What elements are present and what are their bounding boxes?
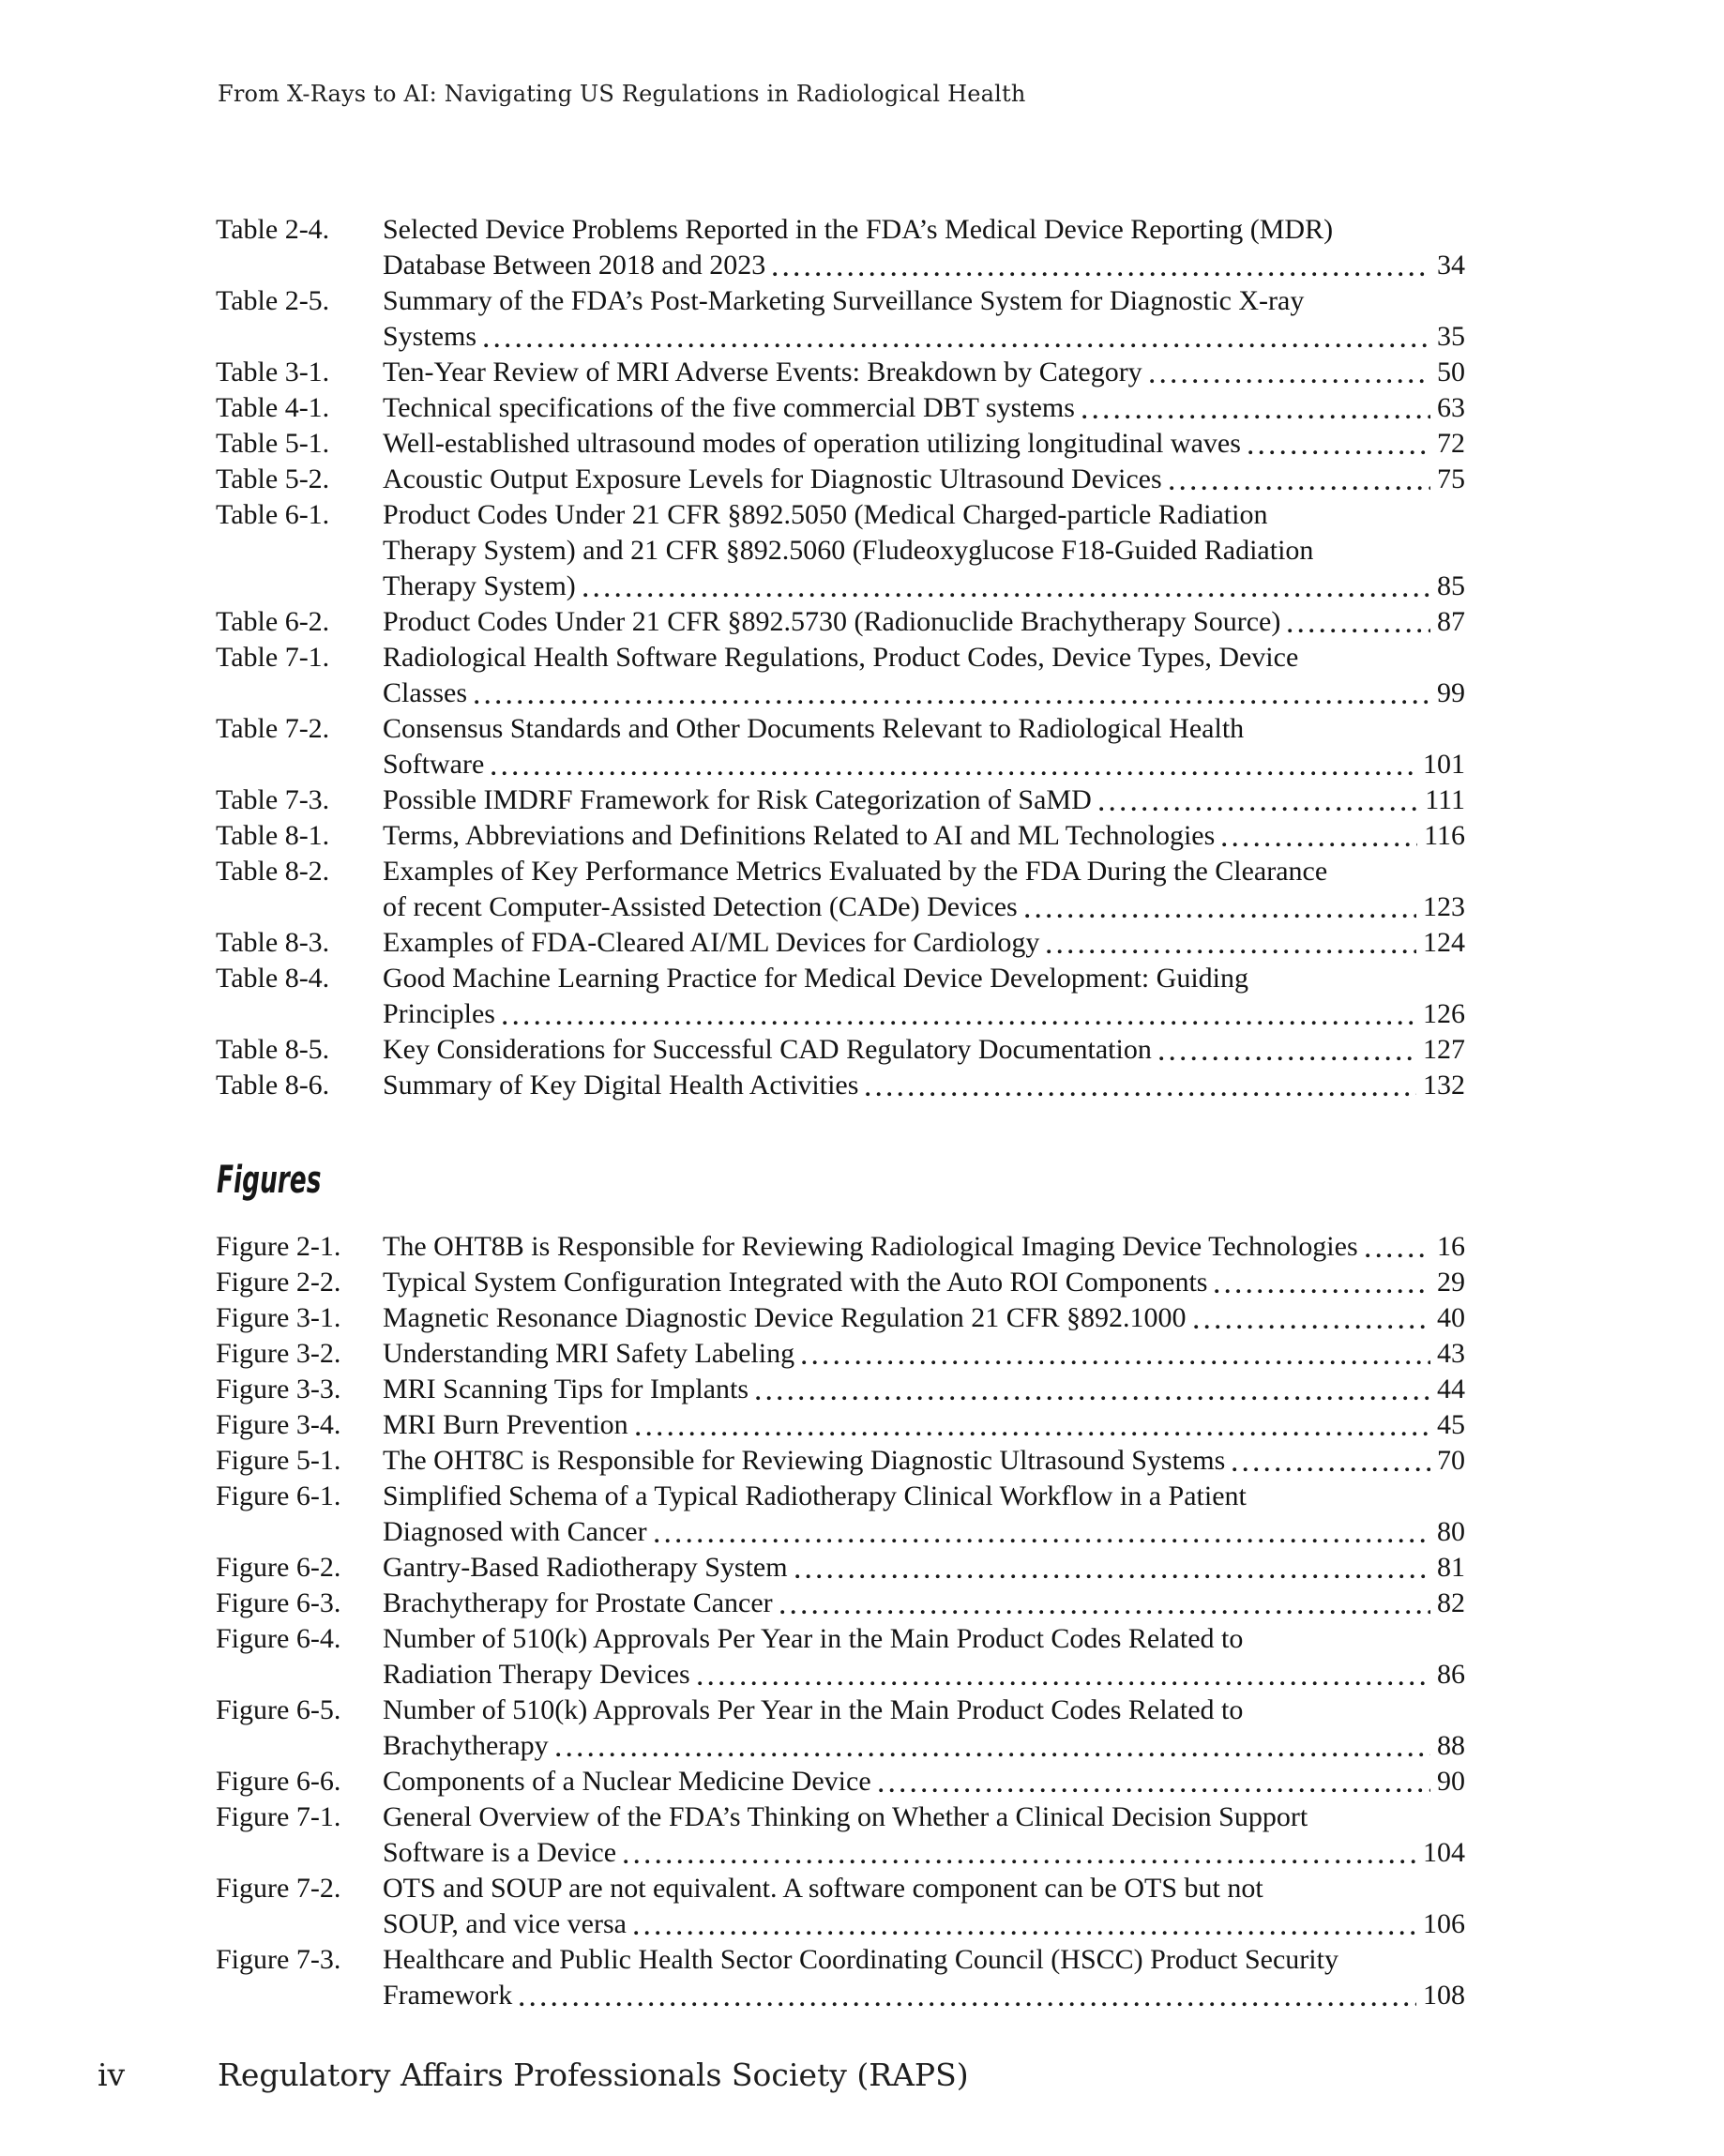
toc-entry	[216, 1942, 1465, 2013]
dot-leader	[1099, 782, 1418, 818]
entry-label: Figure 3-1.	[216, 1302, 341, 1333]
entry-text: of recent Computer-Assisted Detection (CADe) Devices	[383, 891, 1018, 922]
entry-page-number: 70	[1437, 1445, 1465, 1476]
entry-text: Database Between 2018 and 2023	[383, 250, 766, 281]
dot-leader	[634, 1906, 1416, 1942]
running-header: From X-Rays to AI: Navigating US Regulations in Radiological Health	[218, 81, 1026, 107]
entry-text: The OHT8C is Responsible for Reviewing Diagnostic Ultrasound Systems	[383, 1445, 1226, 1476]
entry-text: Acoustic Output Exposure Levels for Diagnostic Ultrasound Devices	[383, 463, 1162, 494]
entry-label: Figure 2-1.	[216, 1231, 341, 1262]
entry-text: Therapy System) and 21 CFR §892.5060 (Fludeoxyglucose F18-Guided Radiation	[383, 535, 1314, 566]
toc-entry	[216, 818, 1465, 854]
footer-publisher: Regulatory Affairs Professionals Society (RAPS)	[218, 2057, 969, 2093]
toc-entry	[216, 1229, 1465, 1265]
entry-text: OTS and SOUP are not equivalent. A software component can be OTS but not	[383, 1873, 1263, 1904]
entry-line	[216, 497, 1465, 533]
entry-line	[216, 1300, 1465, 1336]
entry-text: Summary of Key Digital Health Activities	[383, 1070, 859, 1101]
entry-line	[216, 925, 1465, 961]
entry-text: Technical specifications of the five commercial DBT systems	[383, 392, 1075, 423]
entry-text: The OHT8B is Responsible for Reviewing Radiological Imaging Device Technologies	[383, 1231, 1358, 1262]
toc-entry	[216, 1586, 1465, 1621]
entry-page-number: 29	[1437, 1267, 1465, 1298]
entry-line	[216, 1978, 1465, 2013]
entry-line	[216, 1942, 1465, 1978]
toc-entry	[216, 1032, 1465, 1068]
entry-line	[216, 248, 1465, 283]
entry-text: Consensus Standards and Other Documents Relevant to Radiological Health	[383, 713, 1245, 744]
entry-page-number: 34	[1437, 250, 1465, 281]
entry-label: Table 6-2.	[216, 606, 330, 637]
entry-label: Table 8-6.	[216, 1070, 330, 1101]
entry-page-number: 81	[1437, 1552, 1465, 1583]
entry-label: Figure 7-2.	[216, 1873, 341, 1904]
dot-leader	[1215, 1265, 1430, 1300]
entry-page-number: 99	[1437, 677, 1465, 708]
dot-leader	[556, 1728, 1430, 1764]
toc-entry	[216, 925, 1465, 961]
entry-text: Simplified Schema of a Typical Radiotherapy Clinical Workflow in a Patient	[383, 1480, 1247, 1511]
toc-entry	[216, 854, 1465, 925]
entry-label: Figure 7-1.	[216, 1801, 341, 1832]
entry-line	[216, 1229, 1465, 1265]
entry-line	[216, 1906, 1465, 1942]
dot-leader	[1194, 1300, 1430, 1336]
figures-heading: Figures	[217, 1159, 322, 1202]
dot-leader	[1233, 1443, 1430, 1479]
entry-text: Examples of Key Performance Metrics Evaluated by the FDA During the Clearance	[383, 856, 1328, 887]
entry-page-number: 44	[1437, 1374, 1465, 1404]
entry-label: Figure 7-3.	[216, 1944, 341, 1975]
entry-line	[216, 782, 1465, 818]
entry-label: Table 8-5.	[216, 1034, 330, 1065]
entry-text: Selected Device Problems Reported in the FDA’s Medical Device Reporting (MDR)	[383, 214, 1334, 245]
toc-entry	[216, 1068, 1465, 1103]
entry-page-number: 127	[1423, 1034, 1465, 1065]
toc-entry	[216, 1764, 1465, 1799]
toc-entry	[216, 497, 1465, 604]
entry-text: Gantry-Based Radiotherapy System	[383, 1552, 788, 1583]
dot-leader	[655, 1514, 1430, 1550]
entry-line	[216, 1586, 1465, 1621]
entry-label: Table 6-1.	[216, 499, 330, 530]
dot-leader	[780, 1586, 1430, 1621]
entry-text: Terms, Abbreviations and Definitions Related to AI and ML Technologies	[383, 820, 1216, 851]
entry-label: Table 2-5.	[216, 285, 330, 316]
entry-page-number: 40	[1437, 1302, 1465, 1333]
toc-entry	[216, 1621, 1465, 1693]
entry-line	[216, 1550, 1465, 1586]
entry-line	[216, 1693, 1465, 1728]
entry-line	[216, 1871, 1465, 1906]
entry-line	[216, 711, 1465, 747]
entry-label: Figure 6-2.	[216, 1552, 341, 1583]
entry-line	[216, 1514, 1465, 1550]
entry-page-number: 90	[1437, 1766, 1465, 1797]
toc-entry	[216, 1479, 1465, 1550]
toc-entry	[216, 283, 1465, 355]
entry-label: Table 8-4.	[216, 963, 330, 994]
entry-line	[216, 818, 1465, 854]
entry-line	[216, 319, 1465, 355]
page-footer	[0, 2057, 1724, 2096]
entry-page-number: 116	[1424, 820, 1465, 851]
entry-page-number: 126	[1423, 998, 1465, 1029]
entry-line	[216, 1265, 1465, 1300]
entry-text: Well-established ultrasound modes of operation utilizing longitudinal waves	[383, 428, 1241, 459]
entry-text: Examples of FDA-Cleared AI/ML Devices for Cardiology	[383, 927, 1040, 958]
entry-text: MRI Burn Prevention	[383, 1409, 628, 1440]
entry-page-number: 106	[1423, 1908, 1465, 1939]
toc-entry	[216, 640, 1465, 711]
folio-page-number: iv	[98, 2057, 126, 2093]
entry-text: Key Considerations for Successful CAD Regulatory Documentation	[383, 1034, 1152, 1065]
dot-leader	[1170, 462, 1430, 497]
entry-label: Figure 3-3.	[216, 1374, 341, 1404]
toc-entry	[216, 782, 1465, 818]
entry-text: Radiological Health Software Regulations, Product Codes, Device Types, Device	[383, 642, 1299, 673]
entry-label: Table 2-4.	[216, 214, 330, 245]
entry-text: Magnetic Resonance Diagnostic Device Regulation 21 CFR §892.1000	[383, 1302, 1187, 1333]
entry-page-number: 63	[1437, 392, 1465, 423]
entry-label: Figure 2-2.	[216, 1267, 341, 1298]
entry-text: Brachytherapy for Prostate Cancer	[383, 1587, 773, 1618]
entry-page-number: 75	[1437, 463, 1465, 494]
entry-page-number: 132	[1423, 1070, 1465, 1101]
entry-line	[216, 854, 1465, 889]
toc-entry	[216, 1799, 1465, 1871]
entry-page-number: 124	[1423, 927, 1465, 958]
entry-text: Software is a Device	[383, 1837, 617, 1868]
toc-entry	[216, 1336, 1465, 1372]
entry-line	[216, 1621, 1465, 1657]
entry-label: Table 7-2.	[216, 713, 330, 744]
dot-leader	[773, 248, 1430, 283]
toc-entry	[216, 604, 1465, 640]
entry-text: Radiation Therapy Devices	[383, 1659, 690, 1690]
dot-leader	[879, 1764, 1430, 1799]
entry-line	[216, 390, 1465, 426]
toc-entry	[216, 1372, 1465, 1407]
entry-page-number: 88	[1437, 1730, 1465, 1761]
entry-label: Figure 3-4.	[216, 1409, 341, 1440]
entry-page-number: 85	[1437, 570, 1465, 601]
entry-line	[216, 1479, 1465, 1514]
entry-page-number: 86	[1437, 1659, 1465, 1690]
entry-line	[216, 1407, 1465, 1443]
entry-page-number: 35	[1437, 321, 1465, 352]
toc-entry	[216, 355, 1465, 390]
entry-text: Healthcare and Public Health Sector Coordinating Council (HSCC) Product Security	[383, 1944, 1338, 1975]
toc-entry	[216, 390, 1465, 426]
entry-page-number: 72	[1437, 428, 1465, 459]
toc-entry	[216, 1300, 1465, 1336]
toc-entry	[216, 1550, 1465, 1586]
dot-leader	[1159, 1032, 1416, 1068]
entry-line	[216, 1372, 1465, 1407]
entry-line	[216, 283, 1465, 319]
entry-page-number: 82	[1437, 1587, 1465, 1618]
dot-leader	[1222, 818, 1417, 854]
entry-text: Framework	[383, 1980, 513, 2011]
entry-text: Product Codes Under 21 CFR §892.5050 (Medical Charged-particle Radiation	[383, 499, 1268, 530]
entry-line	[216, 747, 1465, 782]
dot-leader	[1248, 426, 1430, 462]
entry-line	[216, 1657, 1465, 1693]
dot-leader	[866, 1068, 1416, 1103]
entry-text: Good Machine Learning Practice for Medical Device Development: Guiding	[383, 963, 1249, 994]
entry-line	[216, 604, 1465, 640]
entry-text: Product Codes Under 21 CFR §892.5730 (Radionuclide Brachytherapy Source)	[383, 606, 1281, 637]
dot-leader	[1288, 604, 1430, 640]
entry-label: Figure 6-3.	[216, 1587, 341, 1618]
entry-label: Table 7-1.	[216, 642, 330, 673]
entry-line	[216, 426, 1465, 462]
entry-line	[216, 1443, 1465, 1479]
dot-leader	[491, 747, 1416, 782]
entry-page-number: 16	[1437, 1231, 1465, 1262]
entry-page-number: 43	[1437, 1338, 1465, 1369]
dot-leader	[583, 569, 1430, 604]
entry-line	[216, 961, 1465, 996]
dot-leader	[1047, 925, 1416, 961]
entry-text: Typical System Configuration Integrated with the Auto ROI Components	[383, 1267, 1208, 1298]
entry-line	[216, 1764, 1465, 1799]
entry-page-number: 108	[1423, 1980, 1465, 2011]
entry-text: Number of 510(k) Approvals Per Year in the Main Product Codes Related to	[383, 1694, 1244, 1725]
toc-entry	[216, 462, 1465, 497]
entry-line	[216, 1336, 1465, 1372]
entry-text: Components of a Nuclear Medicine Device	[383, 1766, 871, 1797]
entry-label: Figure 6-6.	[216, 1766, 341, 1797]
dot-leader	[795, 1550, 1430, 1586]
entry-line	[216, 1068, 1465, 1103]
dot-leader	[624, 1835, 1416, 1871]
entry-text: Systems	[383, 321, 477, 352]
entry-page-number: 80	[1437, 1516, 1465, 1547]
figures-list	[216, 1229, 1465, 2013]
entry-page-number: 101	[1423, 749, 1465, 780]
entry-text: MRI Scanning Tips for Implants	[383, 1374, 749, 1404]
entry-text: Software	[383, 749, 485, 780]
entry-label: Figure 5-1.	[216, 1445, 341, 1476]
entry-text: SOUP, and vice versa	[383, 1908, 627, 1939]
dot-leader	[1082, 390, 1430, 426]
entry-line	[216, 1032, 1465, 1068]
entry-text: Ten-Year Review of MRI Adverse Events: Breakdown by Category	[383, 357, 1142, 387]
entry-text: Diagnosed with Cancer	[383, 1516, 647, 1547]
entry-line	[216, 996, 1465, 1032]
toc-entry	[216, 1407, 1465, 1443]
entry-line	[216, 676, 1465, 711]
entry-text: General Overview of the FDA’s Thinking on Whether a Clinical Decision Support	[383, 1801, 1308, 1832]
dot-leader	[1150, 355, 1430, 390]
entry-text: Therapy System)	[383, 570, 576, 601]
dot-leader	[475, 676, 1430, 711]
dot-leader	[802, 1336, 1430, 1372]
entry-line	[216, 1799, 1465, 1835]
entry-page-number: 111	[1425, 784, 1465, 815]
toc-entry	[216, 1265, 1465, 1300]
entry-label: Table 5-1.	[216, 428, 330, 459]
entry-line	[216, 355, 1465, 390]
entry-label: Figure 6-5.	[216, 1694, 341, 1725]
entry-label: Table 8-1.	[216, 820, 330, 851]
dot-leader	[503, 996, 1416, 1032]
dot-leader	[1025, 889, 1416, 925]
entry-text: Brachytherapy	[383, 1730, 549, 1761]
entry-text: Understanding MRI Safety Labeling	[383, 1338, 795, 1369]
dot-leader	[1366, 1229, 1430, 1265]
toc-entry	[216, 1693, 1465, 1764]
entry-page-number: 50	[1437, 357, 1465, 387]
toc-entry	[216, 1443, 1465, 1479]
tables-list	[216, 212, 1465, 1103]
entry-label: Table 5-2.	[216, 463, 330, 494]
entry-line	[216, 1728, 1465, 1764]
toc-entry	[216, 961, 1465, 1032]
entry-page-number: 87	[1437, 606, 1465, 637]
entry-text: Classes	[383, 677, 467, 708]
entry-line	[216, 569, 1465, 604]
entry-label: Figure 3-2.	[216, 1338, 341, 1369]
entry-text: Principles	[383, 998, 495, 1029]
entry-text: Number of 510(k) Approvals Per Year in the Main Product Codes Related to	[383, 1623, 1244, 1654]
entry-line	[216, 1835, 1465, 1871]
entry-text: Summary of the FDA’s Post-Marketing Surveillance System for Diagnostic X-ray	[383, 285, 1305, 316]
toc-entry	[216, 212, 1465, 283]
dot-leader	[636, 1407, 1430, 1443]
entry-label: Table 3-1.	[216, 357, 330, 387]
entry-label: Table 8-3.	[216, 927, 330, 958]
entry-label: Table 7-3.	[216, 784, 330, 815]
entry-line	[216, 212, 1465, 248]
entry-line	[216, 640, 1465, 676]
dot-leader	[520, 1978, 1416, 2013]
entry-text: Possible IMDRF Framework for Risk Categorization of SaMD	[383, 784, 1092, 815]
toc-entry	[216, 426, 1465, 462]
entry-page-number: 104	[1423, 1837, 1465, 1868]
entry-line	[216, 533, 1465, 569]
toc-entry	[216, 711, 1465, 782]
entry-line	[216, 889, 1465, 925]
entry-label: Table 4-1.	[216, 392, 330, 423]
toc-entry	[216, 1871, 1465, 1942]
dot-leader	[484, 319, 1430, 355]
entry-line	[216, 462, 1465, 497]
entry-page-number: 45	[1437, 1409, 1465, 1440]
entry-label: Figure 6-1.	[216, 1480, 341, 1511]
dot-leader	[756, 1372, 1430, 1407]
entry-page-number: 123	[1423, 891, 1465, 922]
dot-leader	[698, 1657, 1430, 1693]
entry-label: Figure 6-4.	[216, 1623, 341, 1654]
entry-label: Table 8-2.	[216, 856, 330, 887]
